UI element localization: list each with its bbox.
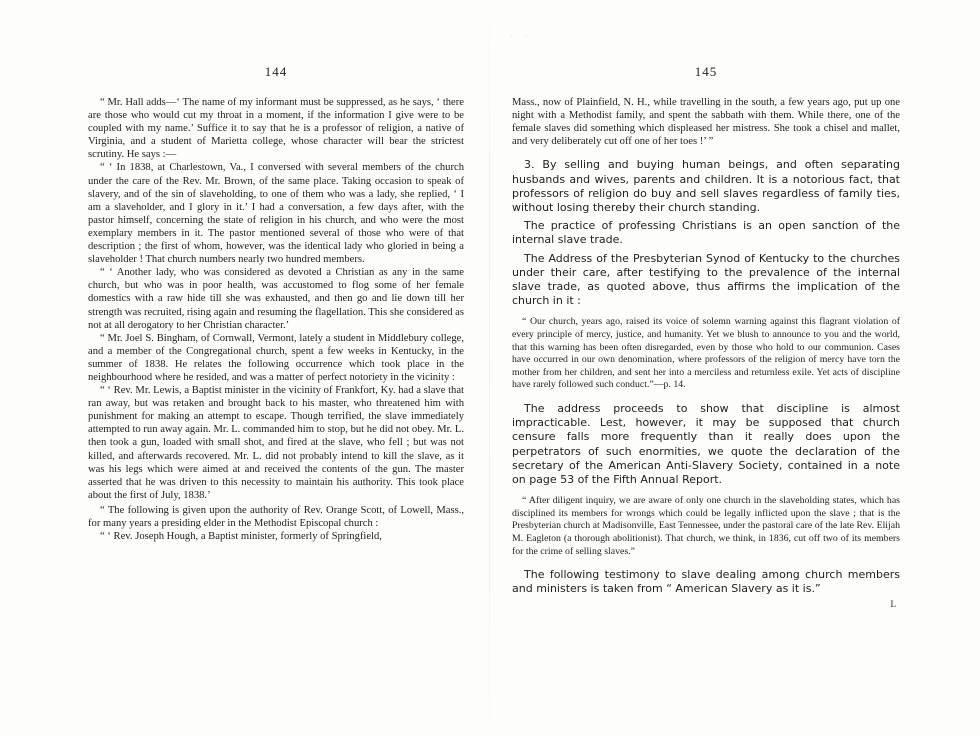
- right-paragraph-3: The Address of the Presbyterian Synod of Kentucky to the churches under their care, after testifying to the prevalence of the internal slave trade, as quoted above, thus affirms the implication of the church in it :: [512, 251, 900, 308]
- page-number-right: 145: [694, 64, 718, 79]
- right-paragraph-2: The practice of professing Christians is an open sanction of the internal slave trade.: [512, 219, 900, 247]
- left-paragraph-7: “ ‘ Rev. Joseph Hough, a Baptist minister, formerly of Springfield,: [100, 531, 382, 543]
- anti-slavery-society-quote: “ After diligent inquiry, we are aware of only one church in the slaveholding states, which has disciplined its members for wrongs which could be legally inflicted upon the slave ; that is the Presbyterian church at Madisonville, East Tennessee, under the pastoral care of the late Rev. Elijah M. Eagleton (a thorough abolitionist). That church, we think, in 1836, cut off two of its members for the crime of selling slaves.”: [512, 495, 900, 557]
- left-paragraph-5: “ ‘ Rev. Mr. Lewis, a Baptist minister in the vicinity of Frankfort, Ky. had a slave that ran away, but was retaken and brought back to his master, who threatened him with punishment for making an attempt to escape. Though terrified, the slave immediately attempted to run away again. Mr. L. commanded him to stop, but he did not obey. Mr. L. then took a gun, loaded with small shot, and fired at the slave, who fell ; but was not killed, and afterwards recovered. Mr. L. did not probably intend to kill the slave, as it was his legs which were aimed at and received the contents of the gun. The master asserted that he was driven to this necessity to maintain his authority. This took place about the first of July, 1838.’: [88, 385, 464, 501]
- right-intro-paragraph: Mass., now of Plainfield, N. H., while travelling in the south, a few years ago, put up one night with a Methodist family, and spent the sabbath with them. While there, one of the female slaves did something which displeased her mistress. She took a chisel and mallet, and very deliberately cut off one of her toes !’ ”: [512, 97, 900, 148]
- synod-quote: “ Our church, years ago, raised its voice of solemn warning against this flagrant violation of every principle of mercy, justice, and humanity. Yet we blush to announce to you and the world, that this warning has been often disregarded, even by those who hold to our communion. Cases have occurred in our own denomination, where professors of the religion of mercy have torn the mother from her children, and sent her into a merciless and returnless exile. Yet acts of discipline have rarely followed such conduct.”—p. 14.: [512, 316, 900, 391]
- right-paragraph-4: The address proceeds to show that discipline is almost impracticable. Lest, however, it may be supposed that church censure falls more frequently than it really does upon the perpetrators of such enormities, we quote the declaration of the secretary of the American Anti-Slavery Society, contained in a note on page 53 of the Fifth Annual Report.: [512, 401, 900, 486]
- left-paragraph-1: “ Mr. Hall adds—‘ The name of my informant must be suppressed, as he says, ‘ there are those who would cut my throat in a moment, if the information I give were to be coupled with my name.’ Suffice it to say that he is a professor of religion, a native of Virginia, and a student of Marietta college, whose character will bear the strictest scrutiny. He says :—: [88, 97, 464, 161]
- signature-mark: L: [890, 598, 896, 609]
- left-paragraph-2: “ ‘ In 1838, at Charlestown, Va., I conversed with several members of the church under the care of the Rev. Mr. Brown, of the same place. Taking occasion to speak of slavery, and of the sin of slaveholding, to one of them who was a lady, she replied, ‘ I am a slaveholder, and I glory in it.’ I had a conversation, a few days after, with the pastor himself, concerning the state of religion in his church, and who were the most exemplary members in it. The pastor mentioned several of those who were of that description ; the first of whom, however, was the identical lady who gloried in being a slaveholder ! That church numbers nearly two hundred members.: [88, 162, 464, 266]
- left-paragraph-4: “ Mr. Joel S. Bingham, of Cornwall, Vermont, lately a student in Middlebury college, and a member of the Congregational church, spent a few weeks in Kentucky, in the summer of 1838. He relates the following occurrence which took place in the neighbourhood where he resided, and was a matter of perfect notoriety in the vicinity :: [88, 332, 464, 383]
- left-paragraph-3: “ ‘ Another lady, who was considered as devoted a Christian as any in the same church, but who was in poor health, was accustomed to flog some of her female domestics with a raw hide till she was exhausted, and then go and lie down till her strength was recruited, rising again and resuming the flagellation. This she considered as not at all derogatory to her Christian character.’: [88, 267, 464, 331]
- page-number-left: 144: [264, 64, 288, 79]
- right-paragraph-1: 3. By selling and buying human beings, and often separating husbands and wives, parents and children. It is a notorious fact, that professors of religion do buy and sell slaves regardless of family ties, without losing thereby their church standing.: [512, 158, 900, 214]
- left-paragraph-6: “ The following is given upon the authority of Rev. Orange Scott, of Lowell, Mass., for many years a presiding elder in the Methodist Episcopal church :: [88, 504, 464, 529]
- right-closing-paragraph: The following testimony to slave dealing among church members and ministers is taken from “ American Slavery as it is.”: [512, 568, 900, 596]
- right-page: [490, 0, 980, 736]
- paper-specks: · ·: [510, 34, 534, 40]
